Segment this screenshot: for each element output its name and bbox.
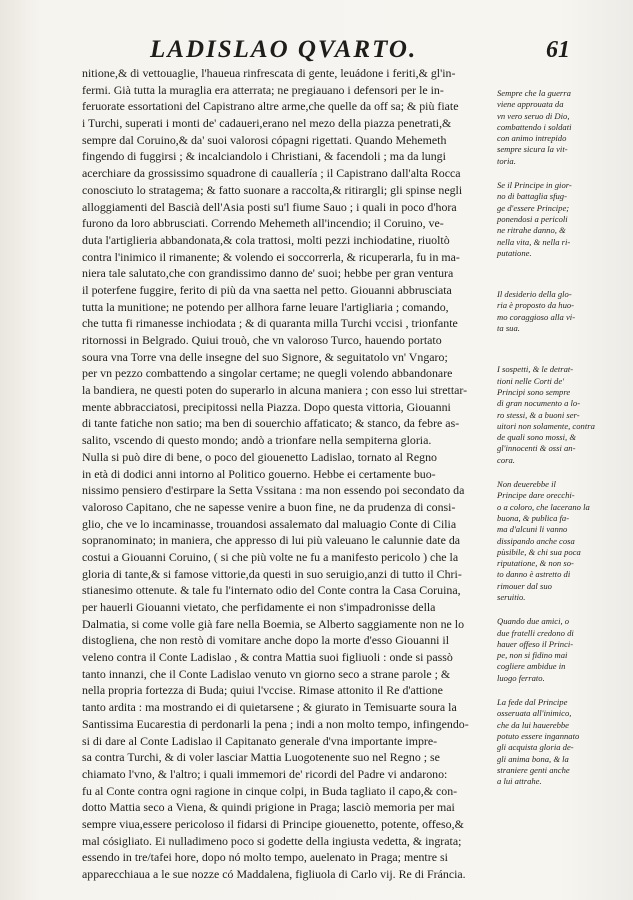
text-line: fu al Conte contra ogni ragione in cinque colpi, in Buda tagliato il capo,& con- [82, 783, 458, 798]
text-line: Santissima Eucarestia di perdonarli la pena ; indi a non molto tempo, infingendo- [82, 716, 469, 731]
text-line: per vn pezzo combattendo a singolar certame; ne quegli volendo abbandonare [82, 366, 453, 381]
margin-note [497, 289, 623, 334]
margin-note-line: hauer offeso il Princi- [497, 638, 574, 649]
text-line: stianesimo ottenute. & tale fu l'internato odio del Conte contra la Casa Coruina, [82, 583, 461, 598]
margin-note-line: I sospetti, & le detrat- [497, 364, 574, 375]
margin-note-line: pùsibile, & chi sua poca [497, 546, 581, 557]
text-line: di tante fatiche non satio; ma ben di souerchio affaticato; & stanco, da febre as- [82, 416, 460, 431]
margin-note-line: toria. [497, 155, 516, 166]
text-line: sempre viua,essere pericoloso il fidarsi di Principe giouenetto, potente, offeso,& [82, 816, 464, 831]
margin-note [497, 88, 623, 167]
margin-note-line: ro stessi, & a buoni ser- [497, 409, 580, 420]
margin-note-line: ma d'alcuni li vanno [497, 524, 568, 535]
margin-note-line: o a coloro, che lacerano la [497, 501, 590, 512]
margin-note-line: tioni nelle Corti de' [497, 375, 565, 386]
text-line: sempre dal Coruino,& da' suoi valorosi cópagni rigettati. Quando Mehemeth [82, 132, 447, 147]
margin-note-line: Principe dare orecchi- [497, 490, 575, 501]
text-line: chiamato l'vno, & l'altro; i quali immemori de' ricordi del Padre vi andarono: [82, 766, 448, 781]
text-line: gloria di tante,& si famose vittorie,da questi in suo seruigio,anzi di tutto il Chri- [82, 566, 462, 581]
text-line: valoroso Capitano, che ne sapesse venire a buon fine, ne da prudenza di consi- [82, 499, 456, 514]
margin-note-line: ponendosi a pericoli [497, 213, 568, 224]
margin-note-line: straniere genti anche [497, 764, 570, 775]
margin-note-line: seruitio. [497, 591, 526, 602]
text-line: mal cósigliato. Ei nulladimeno poco si godette della ingiusta vedetta, & ingrata; [82, 833, 462, 848]
margin-note-line: gl'innocenti & ossi an- [497, 443, 576, 454]
margin-note-line: to danno è astretto di [497, 569, 571, 580]
margin-note-line: a lui attrahe. [497, 776, 542, 787]
margin-note-line: putatione. [497, 247, 532, 258]
text-line: in età di dodici anni intorno al Politico gouerno. Hebbe ei certamente buo- [82, 466, 436, 481]
margin-note-line: luogo ferrato. [497, 672, 545, 683]
text-line: Nulla si può dire di bene, o poco del giouenetto Ladislao, tornato al Regno [82, 449, 437, 464]
margin-note-line: uitori non solamente, contra [497, 420, 595, 431]
text-line: apparecchiaua a le sue nozze có Maddalena, figliuola di Carlo vij. Re di Fráncia. [82, 867, 466, 881]
margin-note [497, 180, 623, 259]
running-title: LADISLAO QVARTO. [150, 36, 418, 63]
main-text-column [82, 65, 492, 881]
text-line: distogliena, che non restò di vomitare anche dopo la morte d'esso Giouanni il [82, 633, 450, 648]
text-line: sopranominato; in maniera, che appresso di lui più valeuano le calunnie date da [82, 533, 461, 548]
margin-note-line: cogliere ambidue in [497, 661, 566, 672]
text-line: furono da loro abbrusciati. Correndo Mehemeth all'incendio; il Coruino, ve- [82, 216, 444, 231]
margin-note-line: Quando due amici, o [497, 616, 570, 627]
text-line: tutta la munitione; ne potendo per allhora farne leuare l'artigliaria ; comando, [82, 299, 449, 314]
text-line: mente abbracciatosi, precipitossi nella Piazza. Dopo questa vittoria, Giouanni [82, 399, 451, 414]
text-line: ritornossi in Belgrado. Quiui trouò, che vn valoroso Turco, hauendo portato [82, 333, 442, 347]
text-line: che tutta fi rimanesse inchiodata ; & di quaranta milla Turchi vccisi , trionfante [82, 316, 458, 331]
margin-note-line: pe, non si fidino mai [497, 650, 568, 661]
text-line: feruorate essortationi del Capistrano altre arme,che quelle da off sa; & più fiate [82, 99, 459, 114]
margin-note-line: Sempre che la guerra [497, 88, 571, 98]
margin-note [497, 364, 623, 466]
text-line: Dalmatia, si come volle già fare nella Boemia, se Alberto saggiamente non ne lo [82, 616, 465, 631]
text-line: essendo in tre/tafei hore, dopo nó molto tempo, auelenato in Praga; mentre si [82, 850, 448, 865]
margin-note-line: potuto essere ingannato [497, 730, 580, 741]
margin-note-line: vn vero seruo di Dio, [497, 110, 570, 121]
text-line: salito, vscendo di questo mondo; andò a trionfare nella sempiterna gloria. [82, 433, 432, 448]
margin-note-line: mo coraggioso alla vi- [497, 311, 576, 322]
margin-note-line: gli acquista gloria de- [497, 742, 574, 753]
text-line: dotto Mattia seco a Viena, & quindi prigione in Praga; lasciò memoria per mai [82, 800, 455, 815]
text-line: duta l'artiglieria abbandonata,& cola trattosi, molti pezzi inchiodatine, riuoltò [82, 232, 450, 247]
text-line: sa contra Turchi, & di voler lasciar Mattia Luogotenente suo nel Regno ; se [82, 750, 440, 765]
margin-note-line: due fratelli credono di [497, 627, 574, 638]
margin-note-line: viene approuata da [497, 99, 564, 110]
margin-note-line: La fede dal Principe [497, 697, 568, 708]
margin-note [497, 616, 623, 684]
margin-note-line: osseruata all'inimico, [497, 708, 572, 719]
text-line: soura vna Torre vna delle insegne del suo Signore, & seguitatolo vn' Vngaro; [82, 349, 448, 364]
margin-note-line: nella vita, & nella ri- [497, 236, 571, 247]
page-header [150, 36, 570, 66]
text-line: contra l'inimico il rimanente; & volendo ei soccorrerla, & ricuperarla, fu in ma- [82, 249, 460, 264]
margin-note-line: Se il Principe in gior- [497, 180, 572, 191]
margin-note-line: buona, & publica fa- [497, 512, 570, 523]
margin-note-line: con animo intrepido [497, 133, 567, 144]
text-line: glio, che ve lo incaminasse, trouandosi assalemato dal maluagio Conte di Cilia [82, 516, 457, 531]
text-line: conosciuto lo stratagema; & fatto suonare a raccolta,& ritirargli; gli spinse negli [82, 182, 463, 197]
text-line: alloggiamenti del Bascià dell'Asia posti su'l fiume Sauo ; i quali in poco d'hora [82, 199, 457, 214]
margin-note-line: gli anima bona, & la [497, 753, 569, 764]
marginal-notes-column [497, 88, 623, 787]
text-line: acerchiare da grossissimo squadrone di cauallería ; il Capistrano dall'alta Rocca [82, 166, 461, 181]
margin-note-line: di gran nocumento a lo- [497, 398, 581, 409]
page-number: 61 [546, 37, 570, 63]
margin-note-line: Non deuerebbe il [497, 479, 556, 490]
margin-note-line: ge d'essere Principe; [497, 202, 570, 213]
margin-note-line: ne ritrahe danno, & [497, 225, 566, 236]
margin-note-line: che da lui hauerebbe [497, 719, 569, 730]
text-line: nissimo pensiero d'estirpare la Setta Vssitana : ma non essendo poi secondato da [82, 483, 465, 498]
margin-note-line: ta sua. [497, 323, 520, 334]
text-line: il poterfene fuggire, ferito di più da vna saetta nel petto. Giouanni abbrusciata [82, 282, 452, 297]
margin-note-line: rimouer dal suo [497, 580, 552, 591]
margin-note-line: riputatione, & non so- [497, 558, 574, 569]
text-line: nella propria fortezza di Buda; quiui l'vccise. Rimase attonito il Re d'attione [82, 683, 443, 698]
margin-note-line: Il desiderio della glo- [497, 289, 572, 300]
margin-note-line: ria è proposto da huo- [497, 300, 575, 311]
text-line: tanto innanzi, che il Conte Ladislao venuto vn giorno seco a strane parole ; & [82, 666, 451, 681]
margin-note-line: sempre sicura la vit- [497, 144, 568, 155]
margin-note-line: no di battaglia sfug- [497, 191, 567, 202]
text-line: la bandiera, ne questi poten do superarlo in alcuna maniera ; con esso lui strettar- [82, 383, 468, 398]
margin-note-line: combattendo i soldati [497, 121, 572, 132]
margin-note-line: Principi sono sempre [497, 386, 571, 397]
margin-note-line: cora. [497, 454, 515, 465]
text-line: veleno contra il Conte Ladislao , & contra Mattia suoi figliuoli : onde si passò [82, 650, 453, 665]
margin-note [497, 479, 623, 603]
text-line: fingendo di fuggirsi ; & incalciandolo i Christiani, & facendoli ; ma da lungi [82, 149, 446, 164]
text-line: i Turchi, superati i monti de' cadaueri,erano nel mezo della piazza penetrati,& [82, 116, 452, 131]
text-line: nitione,& di vettouaglie, l'haueua rinfrescata di gente, leuádone i feriti,& gl'in- [82, 66, 456, 80]
text-line: tanto ardita : ma mostrando ei di quietarsene ; & giurato in Temisuarte soura la [82, 700, 457, 715]
margin-note [497, 697, 623, 787]
margin-note-line: de quali sono mossi, & [497, 432, 577, 443]
margin-note-line: dissipando anche cosa [497, 535, 575, 546]
text-line: si di dare al Conte Ladislao il Capitanato generale d'vna importante impre- [82, 733, 438, 748]
text-line: costui a Giouanni Coruino, ( si che più volte ne fu a manifesto pericolo ) che la [82, 549, 459, 564]
text-line: niera tale salutato,che con grandissimo danno de' suoi; hebbe per gran ventura [82, 266, 454, 281]
text-line: fermi. Già tutta la muraglia era atterrata; ne pregiauano i defensori per le in- [82, 82, 444, 97]
text-line: per hauerli Giouanni vietato, che perfidamente ei non s'impadronisse della [82, 600, 436, 614]
